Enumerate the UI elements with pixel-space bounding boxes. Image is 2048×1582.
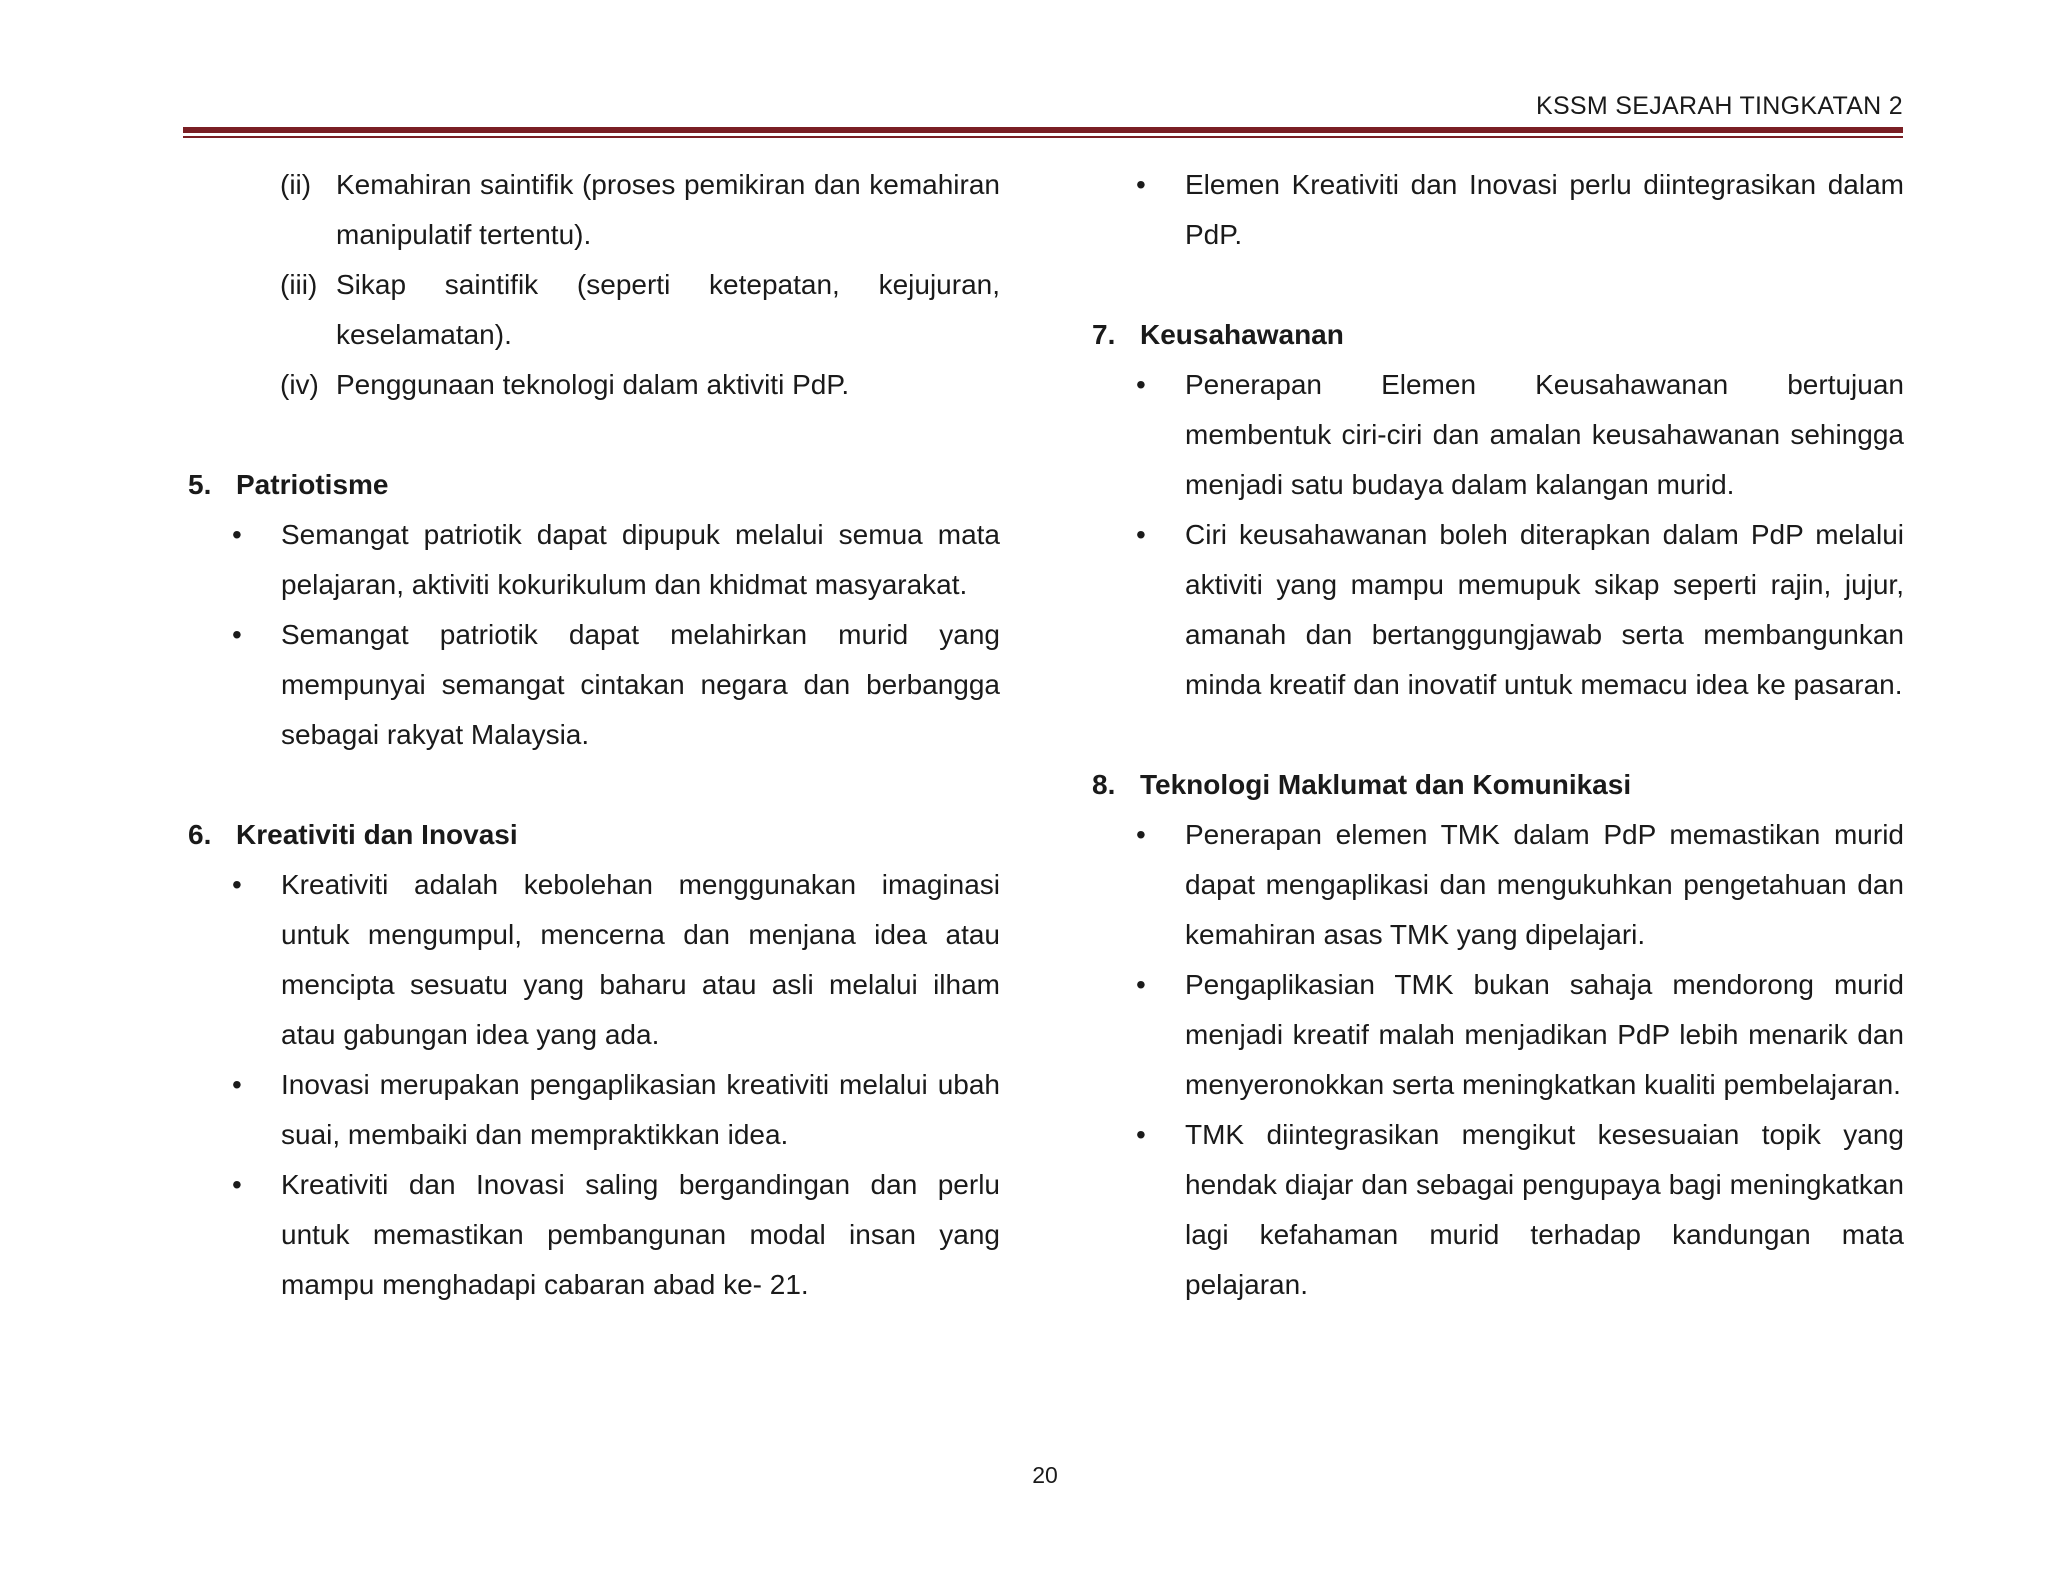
right-column xyxy=(1092,160,1904,1310)
header-rule-thin xyxy=(183,136,1903,138)
section-title: Keusahawanan xyxy=(1140,319,1344,350)
sub-item-iii xyxy=(188,260,1000,360)
sub-item-number: (iv) xyxy=(280,369,319,400)
bullet-icon: • xyxy=(1136,519,1146,550)
section-heading-patriotisme xyxy=(188,460,1000,510)
bullet-item xyxy=(1092,160,1904,260)
bullet-item xyxy=(188,610,1000,760)
bullet-item xyxy=(1092,810,1904,960)
bullet-item xyxy=(188,510,1000,610)
bullet-item xyxy=(1092,1110,1904,1310)
bullet-text: Penerapan Elemen Keusahawanan bertujuan membentuk ciri-ciri dan amalan keusahawanan sehingga menjadi satu budaya dalam kalangan murid. xyxy=(1185,369,1904,500)
sub-item-number: (ii) xyxy=(280,169,312,200)
bullet-icon: • xyxy=(232,619,242,650)
section-title: Kreativiti dan Inovasi xyxy=(236,819,518,850)
section-heading-tmk xyxy=(1092,760,1904,810)
section-number: 5. xyxy=(188,469,212,500)
bullet-item xyxy=(1092,360,1904,510)
bullet-text: Ciri keusahawanan boleh diterapkan dalam PdP melalui aktiviti yang mampu memupuk sikap seperti rajin, jujur, amanah dan bertanggungjawab serta membangunkan minda kreatif dan inovatif untuk memacu idea ke pasaran. xyxy=(1185,519,1904,700)
bullet-icon: • xyxy=(1136,819,1146,850)
section-heading-keusahawanan xyxy=(1092,310,1904,360)
spacer xyxy=(188,760,1000,810)
bullet-icon: • xyxy=(1136,1119,1146,1150)
bullet-icon: • xyxy=(232,519,242,550)
bullet-text: Elemen Kreativiti dan Inovasi perlu diintegrasikan dalam PdP. xyxy=(1185,169,1904,250)
left-column xyxy=(188,160,1000,1310)
bullet-icon: • xyxy=(1136,969,1146,1000)
bullet-text: Inovasi merupakan pengaplikasian kreativiti melalui ubah suai, membaiki dan mempraktikkan idea. xyxy=(281,1069,1000,1150)
bullet-icon: • xyxy=(232,1169,242,1200)
bullet-icon: • xyxy=(1136,169,1146,200)
bullet-text: Semangat patriotik dapat dipupuk melalui semua mata pelajaran, aktiviti kokurikulum dan khidmat masyarakat. xyxy=(281,519,1000,600)
bullet-text: Kreativiti dan Inovasi saling bergandingan dan perlu untuk memastikan pembangunan modal insan yang mampu menghadapi cabaran abad ke- 21. xyxy=(281,1169,1000,1300)
bullet-icon: • xyxy=(232,869,242,900)
bullet-item xyxy=(188,1060,1000,1160)
section-number: 7. xyxy=(1092,319,1116,350)
bullet-item xyxy=(188,1160,1000,1310)
sub-item-text: Sikap saintifik (seperti ketepatan, kejujuran, keselamatan). xyxy=(336,269,1000,350)
page-number: 20 xyxy=(1032,1462,1058,1488)
section-number: 8. xyxy=(1092,769,1116,800)
sub-item-number: (iii) xyxy=(280,269,318,300)
bullet-text: Penerapan elemen TMK dalam PdP memastikan murid dapat mengaplikasi dan mengukuhkan pengetahuan dan kemahiran asas TMK yang dipelajari. xyxy=(1185,819,1904,950)
sub-item-ii xyxy=(188,160,1000,260)
bullet-item xyxy=(188,860,1000,1060)
sub-item-text: Penggunaan teknologi dalam aktiviti PdP. xyxy=(336,369,850,400)
section-title: Teknologi Maklumat dan Komunikasi xyxy=(1140,769,1632,800)
sub-item-iv xyxy=(188,360,1000,410)
running-header: KSSM SEJARAH TINGKATAN 2 xyxy=(1535,92,1903,120)
bullet-item xyxy=(1092,960,1904,1110)
spacer xyxy=(188,410,1000,460)
bullet-item xyxy=(1092,510,1904,710)
section-number: 6. xyxy=(188,819,212,850)
header-rule-thick xyxy=(183,127,1903,133)
spacer xyxy=(1092,260,1904,310)
section-title: Patriotisme xyxy=(236,469,389,500)
bullet-text: Semangat patriotik dapat melahirkan murid yang mempunyai semangat cintakan negara dan berbangga sebagai rakyat Malaysia. xyxy=(281,619,1000,750)
section-heading-kreativiti xyxy=(188,810,1000,860)
bullet-icon: • xyxy=(232,1069,242,1100)
sub-item-text: Kemahiran saintifik (proses pemikiran dan kemahiran manipulatif tertentu). xyxy=(336,169,1000,250)
bullet-text: Pengaplikasian TMK bukan sahaja mendorong murid menjadi kreatif malah menjadikan PdP lebih menarik dan menyeronokkan serta meningkatkan kualiti pembelajaran. xyxy=(1185,969,1904,1100)
bullet-text: Kreativiti adalah kebolehan menggunakan imaginasi untuk mengumpul, mencerna dan menjana idea atau mencipta sesuatu yang baharu atau asli melalui ilham atau gabungan idea yang ada. xyxy=(281,869,1000,1050)
bullet-icon: • xyxy=(1136,369,1146,400)
bullet-text: TMK diintegrasikan mengikut kesesuaian topik yang hendak diajar dan sebagai pengupaya bagi meningkatkan lagi kefahaman murid terhadap kandungan mata pelajaran. xyxy=(1185,1119,1904,1300)
spacer xyxy=(1092,710,1904,760)
